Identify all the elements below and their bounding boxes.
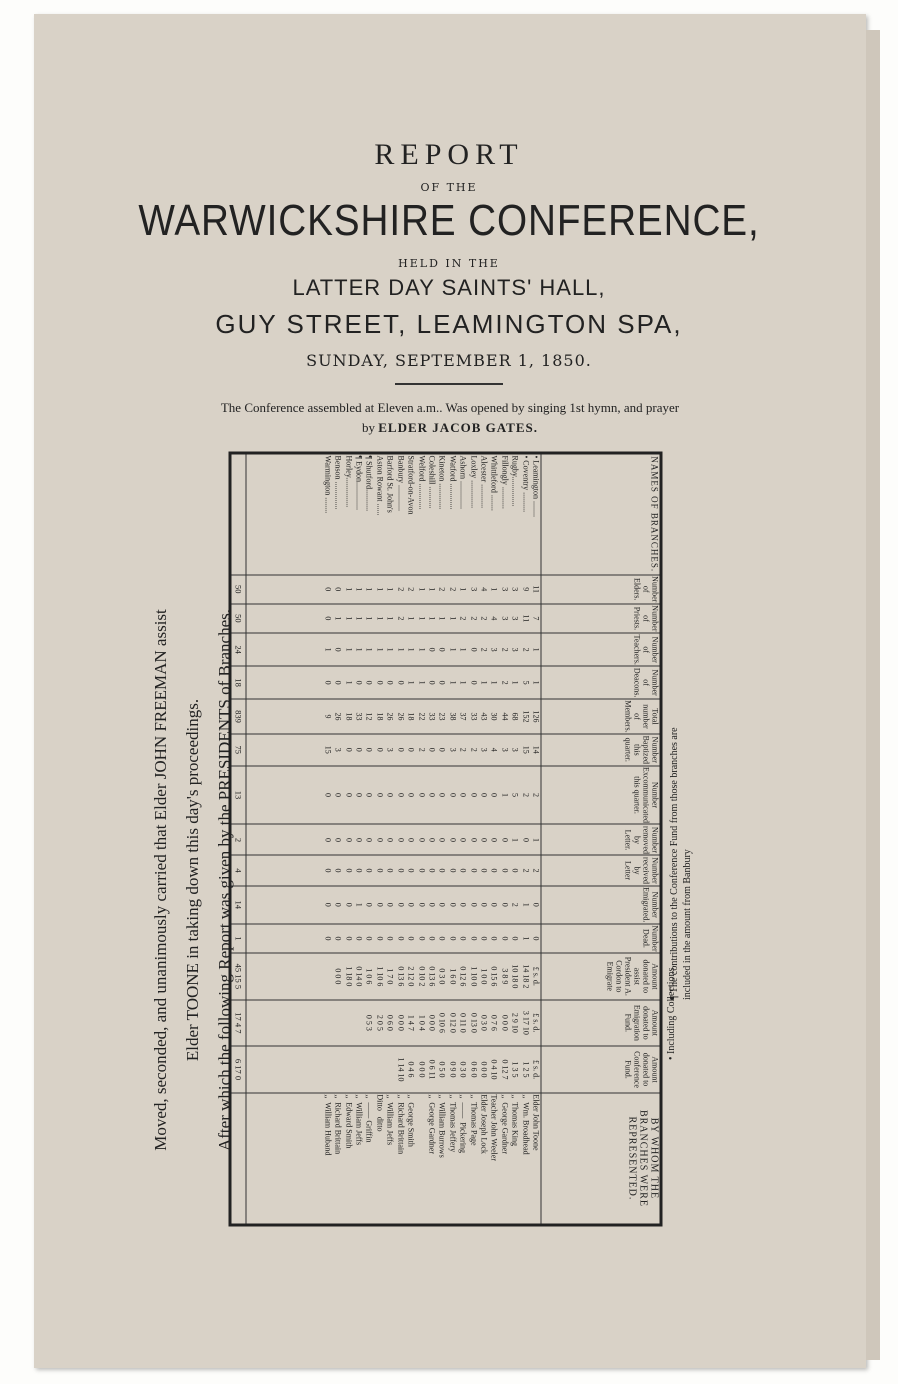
table-header-row xyxy=(541,455,660,1224)
total-cordon: 45 15 5 xyxy=(232,953,247,999)
intro-paragraph xyxy=(100,398,800,438)
intro-line-2 xyxy=(100,418,800,438)
total-represented-blank xyxy=(232,1093,247,1224)
side-line-2: Elder TOONE in taking down this day's proceedings. xyxy=(183,698,202,1062)
teachers-values: 1 2 3 2 3 2 0 1 1 0 0 1 1 1 1 1 1 1 1 0 1 xyxy=(246,633,541,666)
emigration-values: £ s. d. 3 17 10 2 9 10 0 0 0 0 7 6 0 3 0 0 13 0 0 11 0 0 12 0 0 10 6 0 0 0 1 0 4 1 4 7 0 0 0 0 6 0 2 0 5 0 5 3 xyxy=(246,1000,541,1047)
col-received: Number received by Letter xyxy=(541,855,660,885)
total-removed: 2 xyxy=(232,824,247,855)
total-baptized: 75 xyxy=(232,734,247,765)
intro-line-1: The Conference assembled at Eleven a.m.. Was opened by singing 1st hymn, and prayer xyxy=(220,400,680,415)
branch-names: • Leamington ........ • Coventry .......... Rugby............... Fillongly ........... Whittleford ........ Alcester ............ Loxley .............. Ashorn .............. Watford ............. Kineton ............. Coleshill ........... Welford ............. Stratford-on-Avon Banbury ............. Barford St. John's Aston Rowant ...... ¶ Shutford........... ¶ Eydon.............. Horley............... Benson .............. Warmington ........ xyxy=(323,455,541,517)
col-teachers: Number of Teachers. xyxy=(541,633,660,666)
received-values: 2 2 0 0 0 0 0 0 0 0 0 0 0 0 0 0 0 0 0 0 0 xyxy=(246,855,541,885)
total-emigrated: 14 xyxy=(232,886,247,924)
col-baptized: Number Baptized this quarter. xyxy=(541,734,660,765)
col-deacons: Number of Deacons. xyxy=(541,666,660,699)
total-emigration: 17 4 7 xyxy=(232,1000,247,1047)
excommunicated-values: 2 2 5 1 0 0 0 0 0 0 0 0 0 0 0 0 0 0 0 0 0 xyxy=(246,766,541,825)
intro-elder-name: ELDER JACOB GATES. xyxy=(378,420,538,435)
deacons-values: 1 5 1 2 1 1 0 1 1 0 0 1 1 0 0 0 0 0 1 0 0 xyxy=(246,666,541,699)
held-in-label: HELD IN THE xyxy=(398,257,500,270)
side-line-1: Moved, seconded, and unanimously carried that Elder JOHN FREEMAN assist xyxy=(151,609,170,1151)
col-excommunicated: Number Excommunicated this quarter. xyxy=(541,766,660,825)
totals-row xyxy=(232,455,247,1224)
col-members: Total number of Members. xyxy=(541,699,660,734)
total-priests: 50 xyxy=(232,604,247,633)
col-conference: Amount donated to Conference Fund. xyxy=(541,1046,660,1093)
branch-report-table-area xyxy=(228,452,662,1227)
branch-report-table xyxy=(229,452,663,1227)
total-elders: 50 xyxy=(232,575,247,604)
side-line-3: After which the following Report was given by the PRESIDENTS of Branches. xyxy=(215,608,234,1152)
col-emigrated: Number Emigrated. xyxy=(541,886,660,924)
total-conference: 6 17 0 xyxy=(232,1046,247,1093)
members-values: 126 152 68 44 30 43 33 37 38 23 33 22 18 26 26 18 12 33 18 26 9 xyxy=(246,699,541,734)
dead-values: 0 1 0 0 0 0 0 0 0 0 0 0 0 0 0 0 0 0 0 0 0 xyxy=(246,924,541,953)
table-row xyxy=(246,455,541,1224)
total-label xyxy=(232,455,247,575)
meeting-date: SUNDAY, SEPTEMBER 1, 1850. xyxy=(306,351,592,370)
cordon-values: £ s. d. 14 18 2 10 18 0 3 8 9 0 15 6 1 0 0 1 10 0 0 12 6 1 6 0 0 3 0 0 13 6 0 10 2 2 12 0 0 13 6 1 7 0 1 10 6 1 0 6 0 14 0 1 18 0 0 0 0 xyxy=(246,953,541,999)
conference-values: £ s. d. 1 2 5 1 3 5 0 12 7 0 4 10 0 0 0 0 6 0 0 3 0 0 9 0 0 5 0 0 6 11 0 0 0 0 4 6 1 14 10 xyxy=(246,1046,541,1093)
col-elders: Number of Elders. xyxy=(541,575,660,604)
paper-edge xyxy=(866,30,880,1360)
col-cordon: Amount donated to assist President A. Cordon to Emigrate xyxy=(541,953,660,999)
col-dead: Number Dead. xyxy=(541,924,660,953)
footnote-contributions: ¶ The contributions to the Conference Fund from those branches are included in the amount from Banbury xyxy=(669,727,693,1000)
total-members: 839 xyxy=(232,699,247,734)
of-the-label: OF THE xyxy=(420,181,478,194)
elders-values: 11 9 3 3 1 4 3 1 2 2 1 1 2 2 1 1 1 1 1 0 0 xyxy=(246,575,541,604)
col-names: NAMES OF BRANCHES. xyxy=(541,455,660,575)
page-title: WARWICKSHIRE CONFERENCE, xyxy=(138,196,760,245)
represented-values: Elder John Toone ,, Wm. Broadhead ,, Thomas King ,, George Gardner Teacher John Weeler Elder Joseph Lock ,, Thomas Page ,, —— Pickering ,, Thomas Jeffery ,, William Burrows ,, George Gardner ,, George Smith ,, Richard Brittain ,, William Jeffs Ditto ditto ,, —— Griffin ,, William Jeffs ,, Edward Smith ,, Richard Brittain ,, William Huband xyxy=(246,1093,541,1224)
report-heading: REPORT xyxy=(374,138,524,171)
col-priests: Number of Priests. xyxy=(541,604,660,633)
baptized-values: 14 15 3 3 4 3 2 2 3 0 0 2 0 0 3 0 0 0 0 3 15 xyxy=(246,734,541,765)
removed-values: 1 0 1 0 0 0 0 0 0 0 0 0 0 0 0 0 0 0 0 0 0 xyxy=(246,824,541,855)
divider-rule xyxy=(395,383,503,385)
total-deacons: 18 xyxy=(232,666,247,699)
hall-name: LATTER DAY SAINTS' HALL, xyxy=(292,275,606,300)
footnote-collections: • Including Collections. xyxy=(666,965,677,1060)
col-removed: Number removed by Letter. xyxy=(541,824,660,855)
total-dead: 1 xyxy=(232,924,247,953)
col-emigration: Amount donated to Emigration Fund. xyxy=(541,1000,660,1047)
total-teachers: 24 xyxy=(232,633,247,666)
priests-values: 7 11 3 3 4 2 2 2 1 1 1 1 1 2 1 1 1 1 1 1 0 xyxy=(246,604,541,633)
street-address: GUY STREET, LEAMINGTON SPA, xyxy=(215,309,683,339)
total-received: 4 xyxy=(232,855,247,885)
intro-by: by xyxy=(362,420,379,435)
col-represented: BY WHOM THE BRANCHES WERE REPRESENTED. xyxy=(541,1093,660,1224)
emigrated-values: 0 1 2 0 0 0 0 0 0 0 0 0 0 0 0 0 0 1 0 0 0 xyxy=(246,886,541,924)
total-excommunicated: 13 xyxy=(232,766,247,825)
